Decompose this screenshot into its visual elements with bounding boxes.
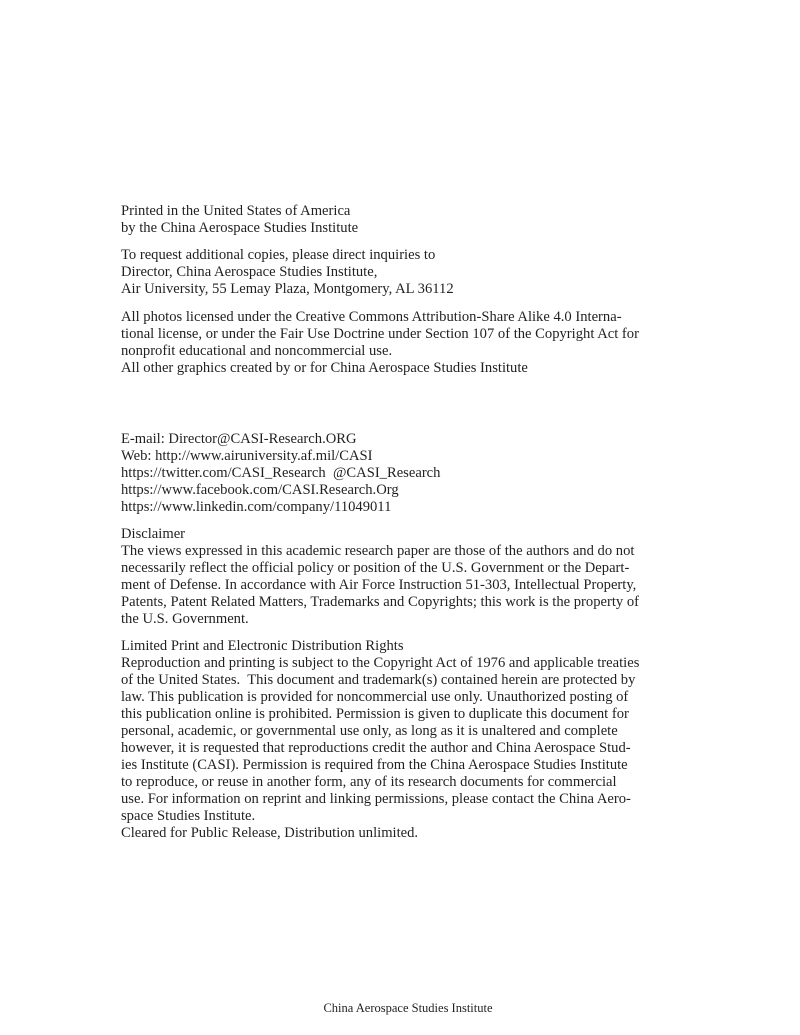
request-copies-block xyxy=(121,247,686,298)
printed-line: by the China Aerospace Studies Institute xyxy=(121,220,359,236)
contact-twitter: https://twitter.com/CASI_Research @CASI_Research xyxy=(121,465,441,481)
rights-line: space Studies Institute. xyxy=(121,808,256,824)
rights-line: law. This publication is provided for noncommercial use only. Unauthorized posting of xyxy=(121,689,629,705)
rights-line: of the United States. This document and trademark(s) contained herein are protected by xyxy=(121,672,636,688)
rights-line: this publication online is prohibited. Permission is given to duplicate this document for xyxy=(121,706,629,722)
rights-line: however, it is requested that reproductions credit the author and China Aerospace Stud- xyxy=(121,740,631,756)
rights-line: use. For information on reprint and linking permissions, please contact the China Aero- xyxy=(121,791,631,807)
rights-line: ies Institute (CASI). Permission is required from the China Aerospace Studies Institute xyxy=(121,757,628,773)
contact-block xyxy=(121,431,686,516)
license-line: All photos licensed under the Creative Commons Attribution-Share Alike 4.0 Interna- xyxy=(121,309,622,325)
license-block xyxy=(121,309,686,377)
rights-line: to reproduce, or reuse in another form, any of its research documents for commercial xyxy=(121,774,617,790)
page-footer: China Aerospace Studies Institute xyxy=(323,1001,493,1015)
request-line: Director, China Aerospace Studies Institute, xyxy=(121,264,378,280)
contact-email: E-mail: Director@CASI-Research.ORG xyxy=(121,431,357,447)
disclaimer-line: Patents, Patent Related Matters, Trademarks and Copyrights; this work is the property of xyxy=(121,594,640,610)
request-line: Air University, 55 Lemay Plaza, Montgomery, AL 36112 xyxy=(121,281,454,297)
disclaimer-line: The views expressed in this academic research paper are those of the authors and do not xyxy=(121,543,635,559)
request-line: To request additional copies, please direct inquiries to xyxy=(121,247,436,263)
printed-by-block xyxy=(121,203,686,237)
license-line: tional license, or under the Fair Use Doctrine under Section 107 of the Copyright Act for xyxy=(121,326,639,342)
rights-line: Cleared for Public Release, Distribution unlimited. xyxy=(121,825,419,841)
rights-line: Reproduction and printing is subject to the Copyright Act of 1976 and applicable treaties xyxy=(121,655,640,671)
disclaimer-heading: Disclaimer xyxy=(121,526,186,542)
disclaimer-line: ment of Defense. In accordance with Air Force Instruction 51-303, Intellectual Property, xyxy=(121,577,637,593)
distribution-rights-block xyxy=(121,638,686,842)
contact-web: Web: http://www.airuniversity.af.mil/CASI xyxy=(121,448,373,464)
printed-line: Printed in the United States of America xyxy=(121,203,351,219)
disclaimer-block xyxy=(121,526,686,628)
disclaimer-line: the U.S. Government. xyxy=(121,611,249,627)
license-line: All other graphics created by or for China Aerospace Studies Institute xyxy=(121,360,528,376)
contact-linkedin: https://www.linkedin.com/company/11049011 xyxy=(121,499,392,515)
disclaimer-line: necessarily reflect the official policy or position of the U.S. Government or the Depart- xyxy=(121,560,630,576)
license-line: nonprofit educational and noncommercial use. xyxy=(121,343,393,359)
rights-heading: Limited Print and Electronic Distribution Rights xyxy=(121,638,404,654)
contact-facebook: https://www.facebook.com/CASI.Research.Org xyxy=(121,482,399,498)
rights-line: personal, academic, or governmental use only, as long as it is unaltered and complete xyxy=(121,723,618,739)
